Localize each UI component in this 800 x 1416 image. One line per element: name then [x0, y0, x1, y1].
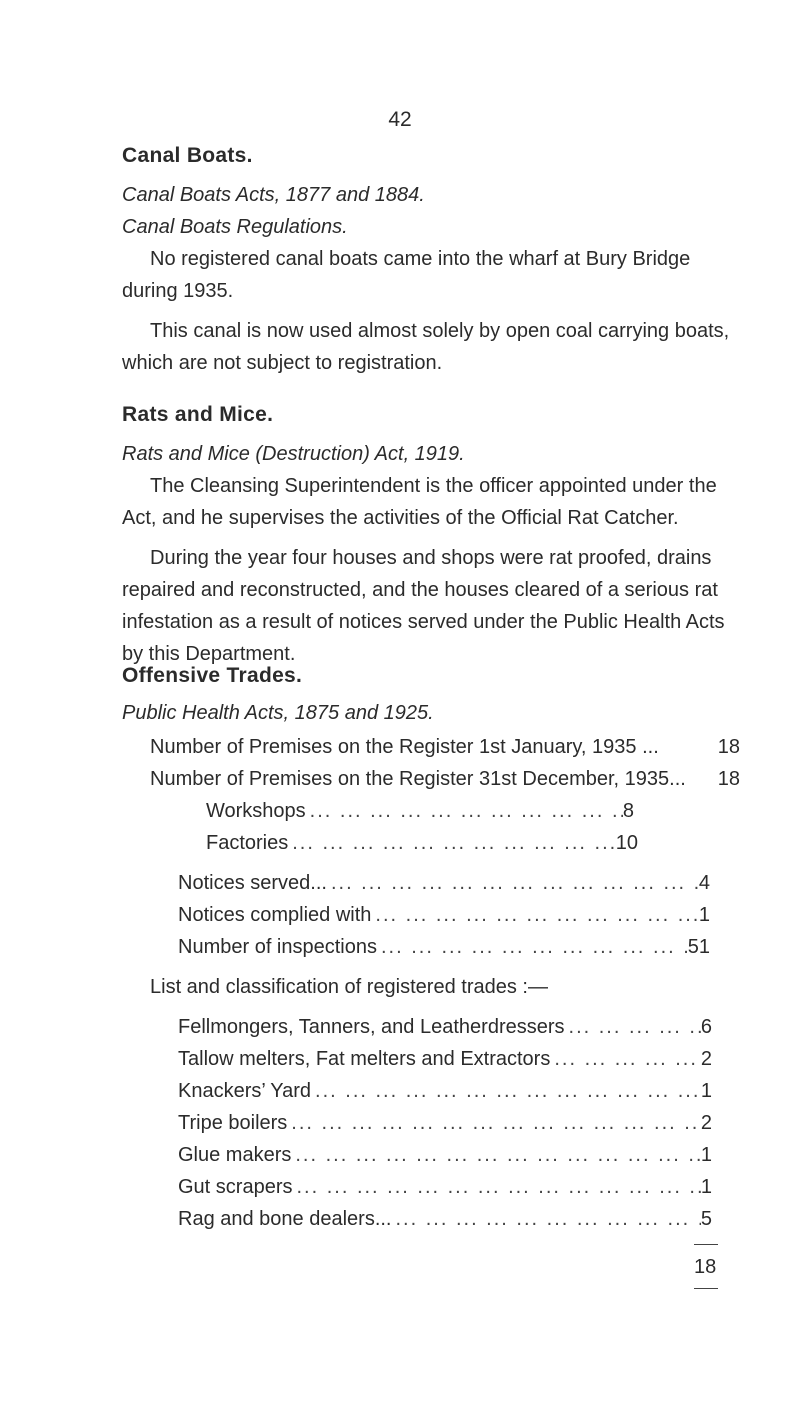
factories-label: Factories: [206, 832, 289, 854]
total-rule-bottom: [694, 1288, 718, 1289]
leader-dots: [550, 1048, 701, 1071]
trade-value: 1: [700, 1144, 712, 1166]
trade-label: Tallow melters, Fat melters and Extractors: [178, 1048, 551, 1070]
trade-row: [178, 1112, 712, 1135]
register-december-row: [150, 768, 740, 791]
rats-mice-paragraph-1: The Cleansing Superintendent is the officer appointed under the Act, and he supervises the activities of the Official Rat Catcher.: [122, 475, 717, 529]
leader-dots: [287, 1112, 701, 1135]
register-december-value: 18: [717, 768, 740, 790]
trade-label: Fellmongers, Tanners, and Leatherdressers: [178, 1016, 565, 1038]
offensive-trades-heading: Offensive Trades.: [122, 664, 303, 687]
workshops-value: 8: [622, 800, 634, 822]
notices-served-value: 4: [698, 872, 710, 894]
trade-row: [178, 1080, 712, 1103]
notices-served-label: Notices served...: [178, 872, 327, 894]
leader-dots: [288, 832, 616, 855]
leader-dots: [392, 1208, 701, 1231]
rats-mice-act: Rats and Mice (Destruction) Act, 1919.: [122, 443, 465, 465]
leader-dots: [311, 1080, 701, 1103]
workshops-row: [206, 800, 634, 823]
leader-dots: [565, 1016, 701, 1039]
inspections-row: [178, 936, 710, 959]
trade-row: [178, 1176, 712, 1199]
canal-boats-paragraph-1: No registered canal boats came into the wharf at Bury Bridge during 1935.: [122, 248, 691, 302]
leader-dots: [292, 1176, 700, 1199]
canal-boats-paragraph-2: This canal is now used almost solely by open coal carrying boats, which are not subject to registration.: [122, 320, 730, 374]
total-rule-top: [694, 1244, 718, 1245]
register-january-value: 18: [717, 736, 740, 758]
notices-served-row: [178, 872, 710, 895]
rats-mice-heading: Rats and Mice.: [122, 403, 274, 426]
trade-label: Knackers’ Yard: [178, 1080, 312, 1102]
inspections-value: 51: [687, 936, 710, 958]
trade-row: [178, 1144, 712, 1167]
trade-row: [178, 1016, 712, 1039]
trade-value: 1: [700, 1176, 712, 1198]
trades-total: 18: [694, 1256, 717, 1278]
notices-complied-row: [178, 904, 710, 927]
notices-complied-value: 1: [698, 904, 710, 926]
workshops-label: Workshops: [206, 800, 306, 822]
trade-label: Tripe boilers: [178, 1112, 288, 1134]
trade-row: [178, 1208, 712, 1231]
trade-label: Gut scrapers: [178, 1176, 293, 1198]
leader-dots: [377, 936, 688, 959]
factories-value: 10: [615, 832, 638, 854]
leader-dots: [327, 872, 699, 895]
register-december-label: Number of Premises on the Register 31st December, 1935...: [150, 768, 686, 790]
offensive-trades-act: Public Health Acts, 1875 and 1925.: [122, 702, 434, 724]
register-january-row: [150, 736, 740, 759]
page-number: 42: [388, 108, 412, 131]
trades-list-intro: List and classification of registered trades :—: [150, 976, 548, 998]
canal-boats-act: Canal Boats Acts, 1877 and 1884.: [122, 184, 425, 206]
leader-dots: [306, 800, 623, 823]
factories-row: [206, 832, 638, 855]
canal-boats-regulations: Canal Boats Regulations.: [122, 216, 348, 238]
trade-label: Rag and bone dealers...: [178, 1208, 392, 1230]
trade-value: 1: [700, 1080, 712, 1102]
inspections-label: Number of inspections: [178, 936, 377, 958]
trade-value: 6: [700, 1016, 712, 1038]
trade-value: 2: [700, 1112, 712, 1134]
canal-boats-heading: Canal Boats.: [122, 144, 253, 167]
leader-dots: [291, 1144, 701, 1167]
trade-value: 5: [700, 1208, 712, 1230]
rats-mice-paragraph-2: During the year four houses and shops were rat proofed, drains repaired and reconstructed, and the houses cleared of a serious rat infestation as a result of notices served under the Public Health Acts by this Department.: [122, 547, 725, 665]
leader-dots: [371, 904, 698, 927]
notices-complied-label: Notices complied with: [178, 904, 372, 926]
register-january-label: Number of Premises on the Register 1st January, 1935 ...: [150, 736, 659, 758]
trade-label: Glue makers: [178, 1144, 292, 1166]
trade-value: 2: [700, 1048, 712, 1070]
trade-row: [178, 1048, 712, 1071]
